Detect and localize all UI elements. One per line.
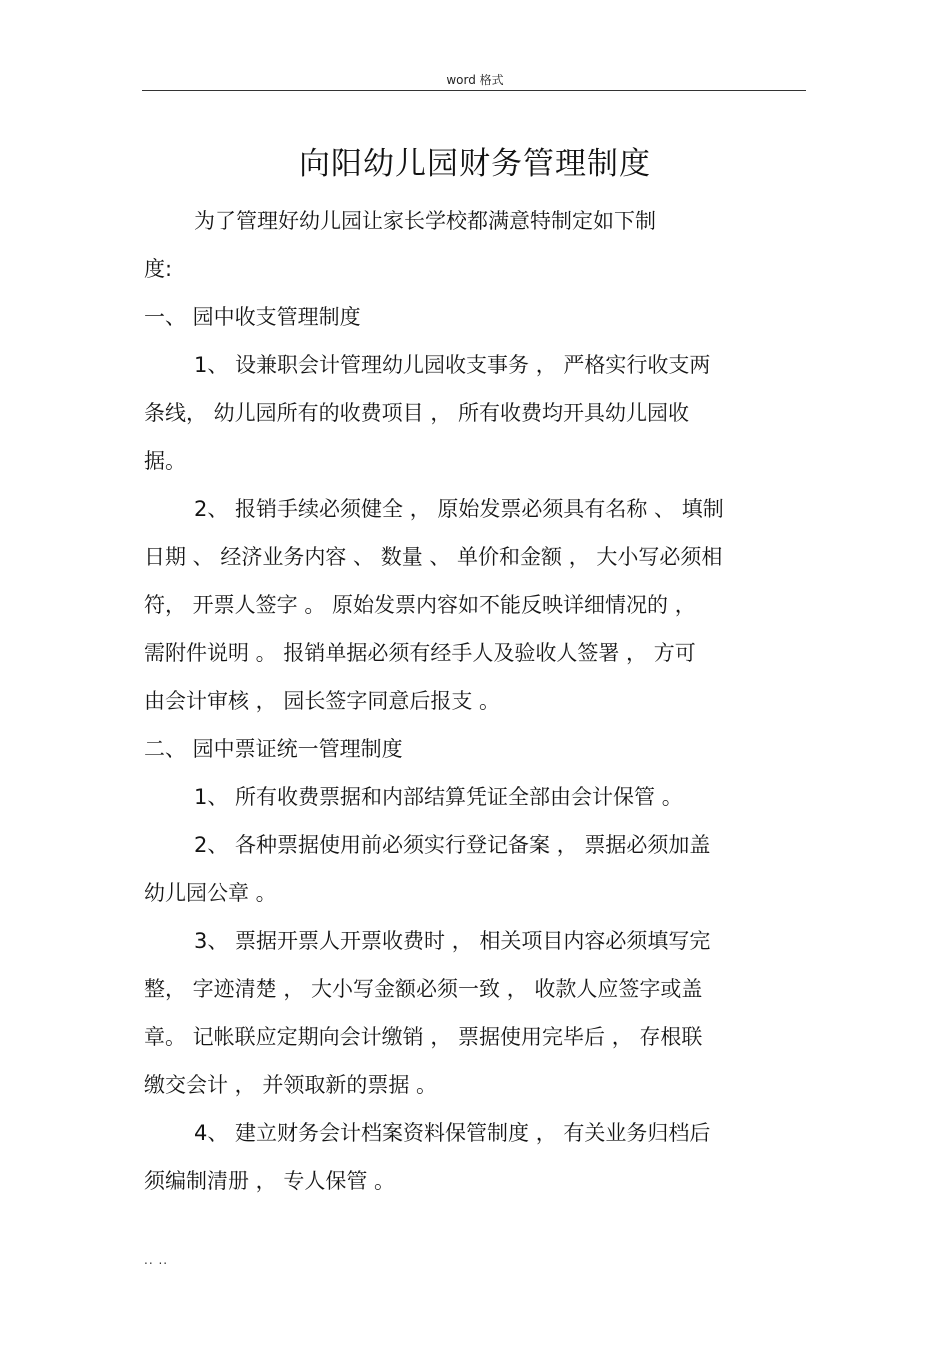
paragraph-line: 幼儿园公章 。 bbox=[144, 881, 277, 905]
document-body bbox=[144, 197, 806, 1205]
section-heading-1: 一、 园中收支管理制度 bbox=[144, 305, 361, 329]
paragraph-line: 1、 所有收费票据和内部结算凭证全部由会计保管 。 bbox=[194, 785, 683, 809]
paragraph-line: 1、 设兼职会计管理幼儿园收支事务 ， 严格实行收支两 bbox=[194, 353, 711, 377]
section-heading-2: 二、 园中票证统一管理制度 bbox=[144, 737, 403, 761]
paragraph-line: 由会计审核 ， 园长签字同意后报支 。 bbox=[144, 689, 501, 713]
paragraph-line: 2、 各种票据使用前必须实行登记备案 ， 票据必须加盖 bbox=[194, 833, 711, 857]
paragraph-line: 符， 开票人签字 。 原始发票内容如不能反映详细情况的 ， bbox=[144, 593, 696, 617]
paragraph-line: 2、 报销手续必须健全 ， 原始发票必须具有名称 、 填制 bbox=[194, 497, 724, 521]
paragraph-line: 3、 票据开票人开票收费时 ， 相关项目内容必须填写完 bbox=[194, 929, 711, 953]
paragraph-line: 条线， 幼儿园所有的收费项目 ， 所有收费均开具幼儿园收 bbox=[144, 401, 690, 425]
paragraph-line: 缴交会计 ， 并领取新的票据 。 bbox=[144, 1073, 438, 1097]
intro-line-2: 度: bbox=[144, 257, 173, 281]
paragraph-line: 据。 bbox=[144, 449, 186, 473]
paragraph-line: 须编制清册 ， 专人保管 。 bbox=[144, 1169, 396, 1193]
paragraph-line: 章。 记帐联应定期向会计缴销 ， 票据使用完毕后 ， 存根联 bbox=[144, 1025, 703, 1049]
page-header: word 格式 bbox=[446, 73, 504, 87]
page-footer: .. .. bbox=[144, 1253, 169, 1267]
paragraph-line: 4、 建立财务会计档案资料保管制度 ， 有关业务归档后 bbox=[194, 1121, 711, 1145]
intro-line-1: 为了管理好幼儿园让家长学校都满意特制定如下制 bbox=[194, 209, 656, 233]
paragraph-line: 日期 、 经济业务内容 、 数量 、 单价和金额 ， 大小写必须相 bbox=[144, 545, 723, 569]
paragraph-line: 需附件说明 。 报销单据必须有经手人及验收人签署 ， 方可 bbox=[144, 641, 696, 665]
header-rule bbox=[142, 90, 806, 91]
paragraph-line: 整， 字迹清楚 ， 大小写金额必须一致 ， 收款人应签字或盖 bbox=[144, 977, 703, 1001]
document-title: 向阳幼儿园财务管理制度 bbox=[299, 146, 651, 182]
